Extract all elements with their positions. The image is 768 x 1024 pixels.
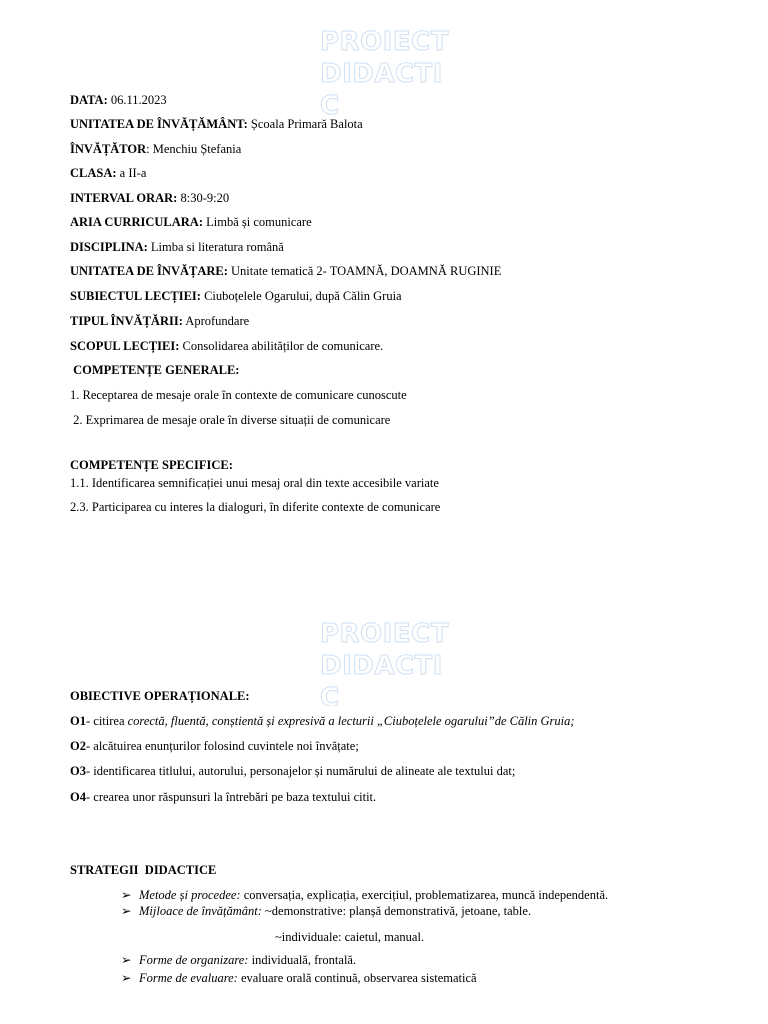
competenta-generala-item: 1. Receptarea de mesaje orale în contexte de comunicare cunoscute <box>70 388 407 402</box>
field-interval <box>70 190 229 206</box>
field-clasa <box>70 165 146 181</box>
watermark-line: C <box>320 683 340 706</box>
field-value: Consolidarea abilităților de comunicare. <box>179 339 384 353</box>
field-value: 8:30-9:20 <box>177 191 230 205</box>
section-title-competente-specifice: COMPETENȚE SPECIFICE: <box>70 458 233 472</box>
field-value: Aprofundare <box>182 314 250 328</box>
arrow-bullet-icon: ➢ <box>121 888 132 902</box>
watermark-line: PROIECT <box>320 619 449 649</box>
arrow-bullet-icon: ➢ <box>121 971 132 985</box>
objective-code: O4 <box>70 790 86 804</box>
strategy-mijloace-individuale: ~individuale: caietul, manual. <box>275 930 425 944</box>
field-label: UNITATEA DE ÎNVĂȚĂMÂNT: <box>70 117 248 131</box>
field-scopul <box>70 338 383 354</box>
strategy-forme-organizare: ➢ Forme de organizare: individuală, frontală. <box>121 953 357 967</box>
strategy-mijloace: ➢ Mijloace de învățământ: ~demonstrative: planșă demonstrativă, jetoane, table. <box>121 904 532 918</box>
objective-code: O1 <box>70 714 86 728</box>
section-title-obiective: OBIECTIVE OPERAȚIONALE: <box>70 689 250 703</box>
watermark-line: PROIECT <box>320 27 449 57</box>
field-subiect <box>70 288 402 304</box>
section-title-strategii: STRATEGII DIDACTICE <box>70 863 217 877</box>
watermark-line: DIDACTI <box>320 651 443 681</box>
field-label: SUBIECTUL LECȚIEI: <box>70 289 201 303</box>
competenta-specifica-item: 1.1. Identificarea semnificației unui mesaj oral din texte accesibile variate <box>70 476 439 490</box>
strategy-forme-evaluare: ➢ Forme de evaluare: evaluare orală continuă, observarea sistematică <box>121 971 477 985</box>
field-label: TIPUL ÎNVĂȚĂRII: <box>70 314 183 328</box>
watermark-line: DIDACTI <box>320 59 443 89</box>
field-value: a II-a <box>116 166 147 180</box>
field-label: CLASA: <box>70 166 117 180</box>
field-label: DISCIPLINA: <box>70 240 148 254</box>
field-aria <box>70 214 312 230</box>
field-unitate-invatare <box>70 263 501 279</box>
watermark-middle <box>320 618 450 706</box>
field-disciplina <box>70 239 284 255</box>
competenta-generala-item: 2. Exprimarea de mesaje orale în diverse situații de comunicare <box>70 413 391 427</box>
objective-o1: O1- citirea corectă, fluentă, conștientă și expresivă a lecturii „Ciuboțelele ogarului”de Călin Gruia; <box>70 714 575 728</box>
section-title-competente-generale: COMPETENȚE GENERALE: <box>70 363 240 377</box>
competenta-specifica-item: 2.3. Participarea cu interes la dialoguri, în diferite contexte de comunicare <box>70 500 441 514</box>
field-label: ARIA CURRICULARA: <box>70 215 203 229</box>
watermark-line: C <box>320 91 340 121</box>
field-value: : Menchiu Ștefania <box>146 142 242 156</box>
field-unitate <box>70 116 363 132</box>
field-value: Unitate tematică 2- TOAMNĂ, DOAMNĂ RUGINIE <box>227 264 502 278</box>
objective-o3: O3- identificarea titlului, autorului, personajelor și numărului de alineate ale textului dat; <box>70 764 516 778</box>
field-value: Limbă și comunicare <box>203 215 312 229</box>
objective-o2: O2- alcătuirea enunțurilor folosind cuvintele noi învățate; <box>70 739 359 753</box>
field-value: Limba si literatura română <box>147 240 284 254</box>
field-invatator <box>70 141 241 157</box>
field-value: 06.11.2023 <box>107 93 167 107</box>
objective-o4: O4- crearea unor răspunsuri la întrebări pe baza textului citit. <box>70 790 377 804</box>
field-label: UNITATEA DE ÎNVĂȚARE: <box>70 264 228 278</box>
field-label: ÎNVĂȚĂTOR <box>70 142 147 156</box>
field-tipul <box>70 313 249 329</box>
objective-code: O3 <box>70 764 86 778</box>
field-label: INTERVAL ORAR: <box>70 191 178 205</box>
field-label: SCOPUL LECȚIEI: <box>70 339 180 353</box>
arrow-bullet-icon: ➢ <box>121 953 132 967</box>
field-value: Ciuboțelele Ogarului, după Călin Gruia <box>200 289 402 303</box>
field-data <box>70 92 167 108</box>
field-label: DATA: <box>70 93 108 107</box>
field-value: Școala Primară Balota <box>247 117 363 131</box>
objective-code: O2 <box>70 739 86 753</box>
arrow-bullet-icon: ➢ <box>121 904 132 918</box>
strategy-metode: ➢ Metode și procedee: conversația, explicația, exercițiul, problematizarea, muncă independentă. <box>121 888 609 902</box>
